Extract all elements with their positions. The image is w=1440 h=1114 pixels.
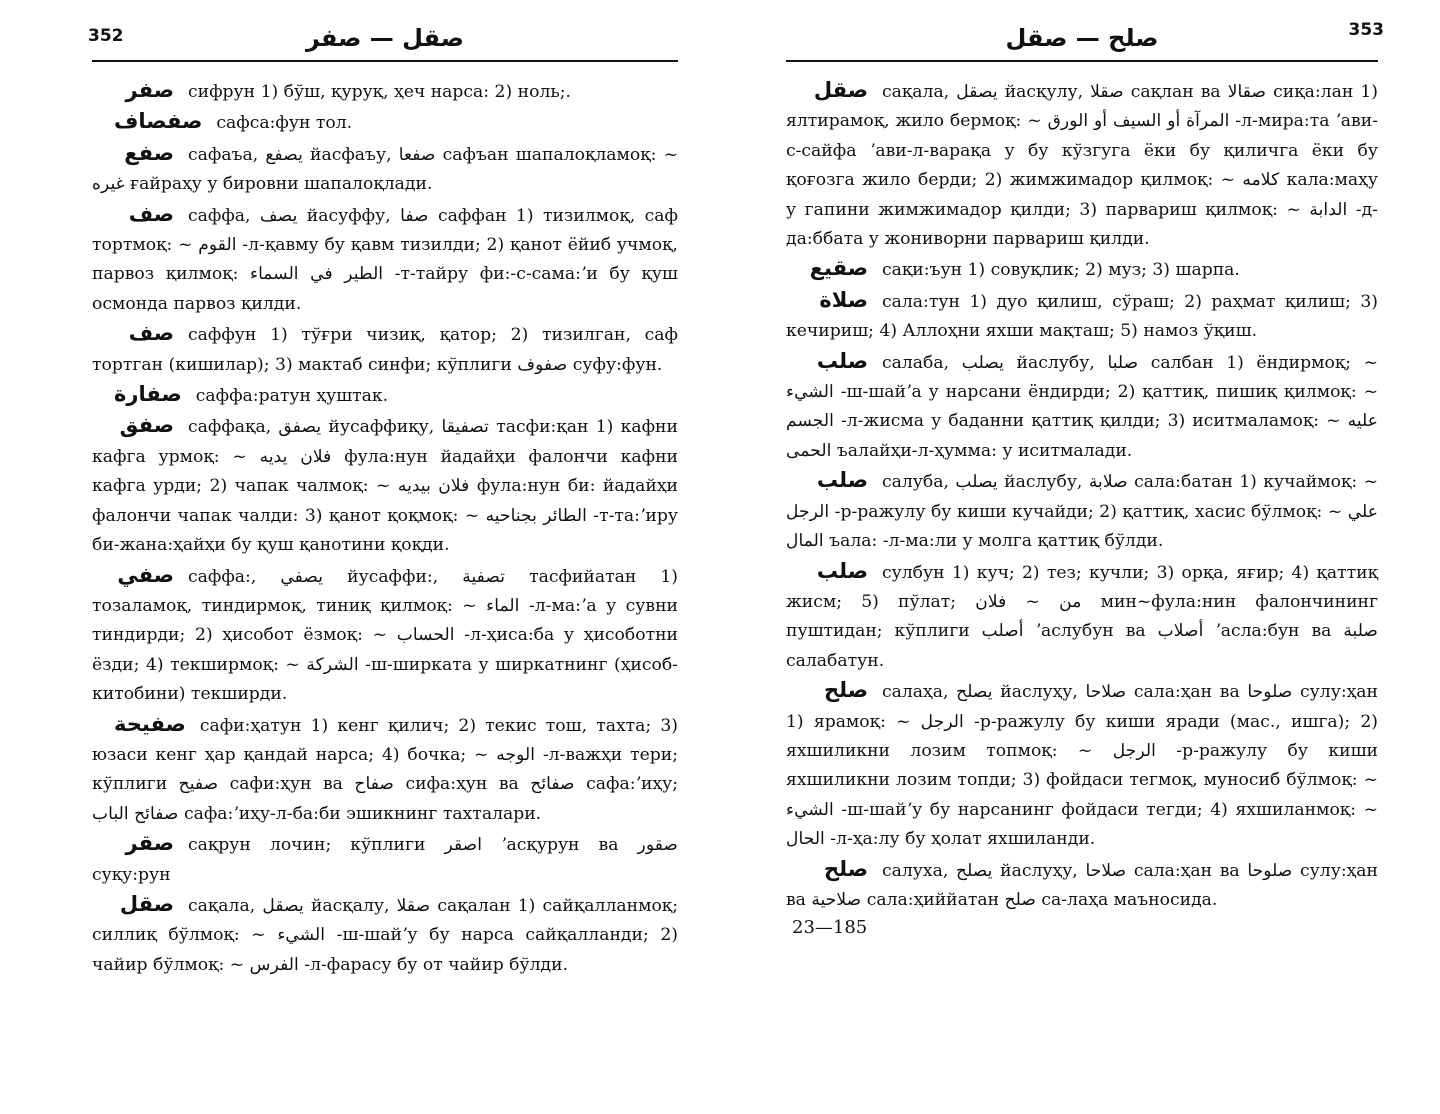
dictionary-entry — [92, 411, 678, 560]
entry-definition: сафса:фун тол. — [216, 113, 353, 134]
running-head: صقل — صفر — [306, 24, 464, 52]
dictionary-entry — [92, 200, 678, 320]
entry-headword: صف — [128, 321, 174, 346]
page-number: 353 — [1348, 20, 1384, 40]
dictionary-entry — [92, 76, 678, 107]
entry-definition: сафаъа, يصفع йасфаъу, صفعا сафъан шапалоқламоқ: ~ غيره ғайраҳу у бировни шапалоқлади. — [92, 144, 678, 195]
dictionary-entry — [92, 139, 678, 200]
entry-headword: صلب — [816, 468, 868, 493]
dictionary-entry — [786, 557, 1378, 677]
entry-headword: صفارة — [114, 382, 182, 407]
dictionary-entry — [92, 710, 678, 830]
signature-mark: 23—185 — [792, 917, 868, 939]
entry-headword: صفق — [119, 413, 174, 438]
running-head: صلح — صقل — [1005, 24, 1159, 52]
entry-definition: саффа:ратун ҳуштак. — [195, 386, 389, 407]
entry-definition: салаба, يصلب йаслубу, صلبا салбан 1) ёндирмоқ; ~ الشيء -ш-шайʼа у нарсани ёндирди; 2) қаттиқ, пишиқ қилмоқ: ~ الجسم -л-жисма у баданни қаттиқ қилди; 3) иситмаламоқ: ~ عليه الحمى ъалайҳи-л-ҳумма: у иситмалади. — [786, 352, 1379, 461]
right-page-header — [786, 20, 1384, 62]
left-page-header — [88, 22, 678, 62]
right-page — [720, 0, 1440, 1114]
entry-headword: صقل — [119, 891, 174, 916]
entry-headword: صقل — [813, 78, 868, 102]
dictionary-entry — [92, 829, 678, 890]
dictionary-entry — [786, 286, 1378, 347]
entry-definition: саффун 1) тўғри чизиқ, қатор; 2) тизилган, саф тортган (кишилар); 3) мактаб синфи; кўплиги صفوف суфу:фун. — [92, 325, 678, 375]
entry-definition: сақи:ъун 1) совуқлик; 2) муз; 3) шарпа. — [882, 260, 1240, 281]
entry-definition: сақала, يصقل йасқалу, صقلا сақалан 1) сайқалланмоқ; силлиқ бўлмоқ: ~ الشيء -ш-шайʼу бу нарса сайқалланди; 2) чайир бўлмоқ: ~ الفرس -л-фарасу бу от чайир бўлди. — [92, 895, 678, 975]
entry-definition: сақала, يصقل йасқулу, صقلا сақлан ва صقالا сиқа:лан 1) ялтирамоқ, жило бермоқ: ~ المرآة أو السيف أو الورق -л-мира:та ʼави-с-сайфа ʼави-л-варақа у бу кўзгуга ёки бу қиличга ёки бу қоғозга жило берди; 2) жимжимадор қилмоқ: ~ كلامه кала:маҳу у гапини жимжимадор қилди; 3) парвариш қилмоқ: ~ الدابة -д-да:ббата у жониворни парвариш қилди. — [786, 82, 1378, 250]
entry-headword: صقر — [125, 831, 174, 856]
right-entries — [786, 76, 1378, 915]
page-number: 352 — [88, 26, 124, 46]
dictionary-entry — [786, 676, 1378, 854]
entry-definition: салаҳа, يصلح йаслуҳу, صلاحا сала:ҳан ва صلوحا сулу:ҳан 1) ярамоқ: ~ الرجل -р-ражулу бу киши яради (мас., ишга); 2) яхшиликни лозим топмоқ: ~ الرجل -р-ражулу бу киши яхшиликни лозим топди; 3) фойдаси тегмоқ, муносиб бўлмоқ: ~ الشيء -ш-шайʼу бу нарсанинг фойдаси тегди; 4) яхшиланмоқ: ~ الحال -л-ҳа:лу бу ҳолат яхшиланди. — [786, 682, 1379, 850]
dictionary-entry — [92, 319, 678, 380]
entry-headword: صلب — [816, 348, 868, 373]
entry-definition: саффа:, يصفي йусаффи:, تصفية тасфийатан 1) тозаламоқ, тиндирмоқ, тиниқ қилмоқ: ~ الماء -л-ма:ʼа у сувни тиндирди; 2) ҳисобот ёзмоқ: ~ الحساب -л-ҳиса:ба у ҳисоботни ёзди; 4) текширмоқ: ~ الشركة -ш-ширката у ширкатнинг (ҳисоб-китобини) текширди. — [92, 566, 678, 705]
entry-definition: саффа, يصف йасуффу, صفا саффан 1) тизилмоқ, саф тортмоқ: ~ القوم -л-қавму бу қавм тизилди; 2) қанот ёйиб учмоқ, парвоз қилмоқ: الطير في السماء -т-тайру фи:-с-сама:ʼи бу қуш осмонда парвоз қилди. — [92, 205, 679, 314]
entry-headword: صلاة — [819, 287, 868, 312]
entry-definition: салуха, يصلح йаслуҳу, صلاحا сала:ҳан ва صلوحا сулу:ҳан ва صلاحية сала:ҳиййатан صلح са-лаҳа маъносида. — [786, 860, 1379, 910]
dictionary-entry — [92, 380, 678, 411]
entry-headword: صفع — [124, 140, 174, 165]
entry-headword: صفصاف — [114, 109, 203, 134]
left-entries — [92, 76, 678, 980]
entry-definition: сала:тун 1) дуо қилиш, сўраш; 2) раҳмат қилиш; 3) кечириш; 4) Аллоҳни яхши мақташ; 5) намоз ўқиш. — [786, 291, 1378, 342]
dictionary-entry — [786, 76, 1378, 254]
dictionary-entry — [786, 347, 1378, 467]
entry-headword: صلح — [824, 678, 868, 703]
entry-headword: صلب — [816, 558, 868, 583]
entry-headword: صفي — [117, 562, 174, 587]
entry-definition: сулбун 1) куч; 2) тез; кучли; 3) орқа, яғир; 4) қаттиқ жисм; 5) пўлат; من ~ فلان мин~фула:нин фалончининг пуштидан; кўплиги أصلب ʼаслубун ва أصلاب ʼасла:бун ва صلبة салабатун. — [786, 562, 1378, 671]
entry-headword: صقيع — [809, 256, 868, 281]
dictionary-entry — [92, 561, 678, 710]
dictionary-entry — [92, 890, 678, 980]
dictionary-entry — [786, 254, 1378, 285]
dictionary-entry — [786, 855, 1378, 916]
entry-headword: صفر — [125, 78, 174, 102]
entry-definition: сафи:ҳатун 1) кенг қилич; 2) текис тош, тахта; 3) юзаси кенг ҳар қандай нарса; 4) бочка; ~ الوجه -л-важҳи тери; кўплиги صفيح сафи:ҳун ва صفاح сифа:ҳун ва صفائح сафа:ʼиҳу; صفائح الباب сафа:ʼиҳу-л-ба:би эшикнинг тахталари. — [92, 715, 679, 824]
entry-headword: صفيحة — [114, 711, 186, 736]
entry-headword: صف — [128, 201, 174, 226]
entry-definition: саффақа, يصفق йусаффиқу, تصفيقا тасфи:қан 1) кафни кафга урмоқ: ~ فلان يديه фула:нун йадайҳи фалончи кафни кафга урди; 2) чапак чалмоқ: ~ فلان بيديه фула:нун би: йадайҳи фалончи чапак чалди: 3) қанот қоқмоқ: ~ الطائر بجناحيه -т-та:ʼиру би-жана:ҳайҳи бу қуш қанотини қоқди. — [92, 417, 679, 556]
entry-headword: صلح — [824, 856, 868, 881]
entry-definition: сифрун 1) бўш, қуруқ, ҳеч нарса: 2) ноль;. — [188, 82, 571, 102]
dictionary-entry — [92, 107, 678, 138]
entry-definition: салуба, يصلب йаслубу, صلابة сала:батан 1) кучаймоқ: ~ الرجل -р-ражулу бу киши кучайди; 2) қаттиқ, хасис бўлмоқ: ~ علي المال ъала: -л-ма:ли у молга қаттиқ бўлди. — [786, 472, 1378, 552]
dictionary-entry — [786, 466, 1378, 556]
entry-definition: сақрун лочин; кўплиги اصقر ʼасқурун ва صقور суқу:рун — [92, 835, 678, 885]
